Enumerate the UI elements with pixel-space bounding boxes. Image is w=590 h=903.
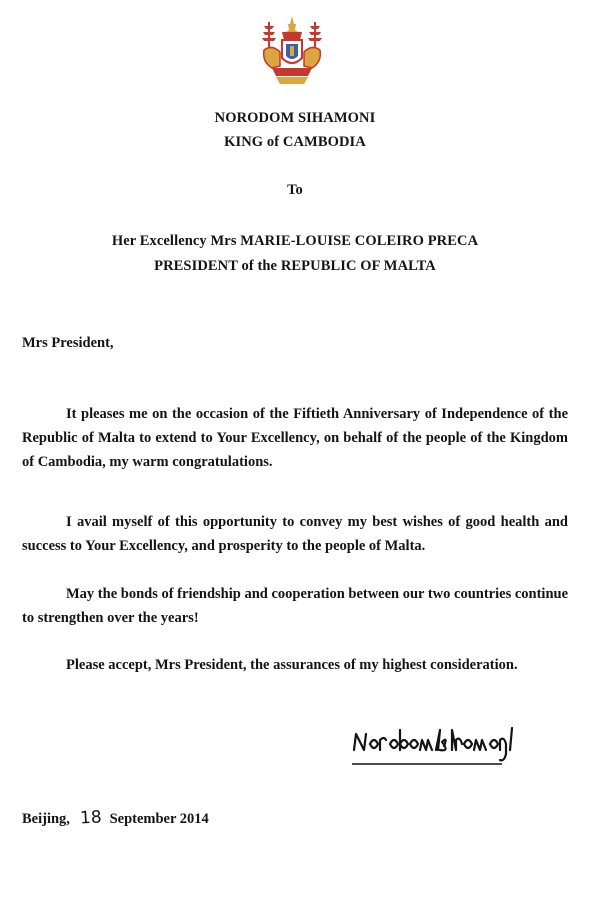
paragraph-wishes: I avail myself of this opportunity to convey my best wishes of good health and success to Your Excellency, and prosperity to the people of Malta. xyxy=(22,514,568,554)
royal-arms-of-cambodia-icon xyxy=(258,14,326,86)
place-and-date xyxy=(22,808,209,828)
recipient-name: Her Excellency Mrs MARIE-LOUISE COLEIRO PRECA xyxy=(111,233,479,249)
handwritten-signature xyxy=(352,720,517,770)
paragraph-congratulations: It pleases me on the occasion of the Fiftieth Anniversary of Independence of the Republic of Malta to extend to Your Excellency, on behalf of the people of the Kingdom of Cambodia, my warm congratulations. xyxy=(22,406,568,470)
sender-name: NORODOM SIHAMONI xyxy=(214,110,376,126)
recipient-title: PRESIDENT of the REPUBLIC OF MALTA xyxy=(154,258,436,274)
paragraph-friendship: May the bonds of friendship and cooperation between our two countries continue to strengthen over the years! xyxy=(22,586,569,626)
sender-title: KING of CAMBODIA xyxy=(224,134,366,150)
place: Beijing, xyxy=(22,811,70,827)
month-year: September 2014 xyxy=(109,811,209,827)
paragraph-closing: Please accept, Mrs President, the assurances of my highest consideration. xyxy=(66,657,518,673)
salutation: Mrs President, xyxy=(22,335,114,351)
handwritten-day: 18 xyxy=(79,807,103,829)
to-label: To xyxy=(287,182,303,198)
